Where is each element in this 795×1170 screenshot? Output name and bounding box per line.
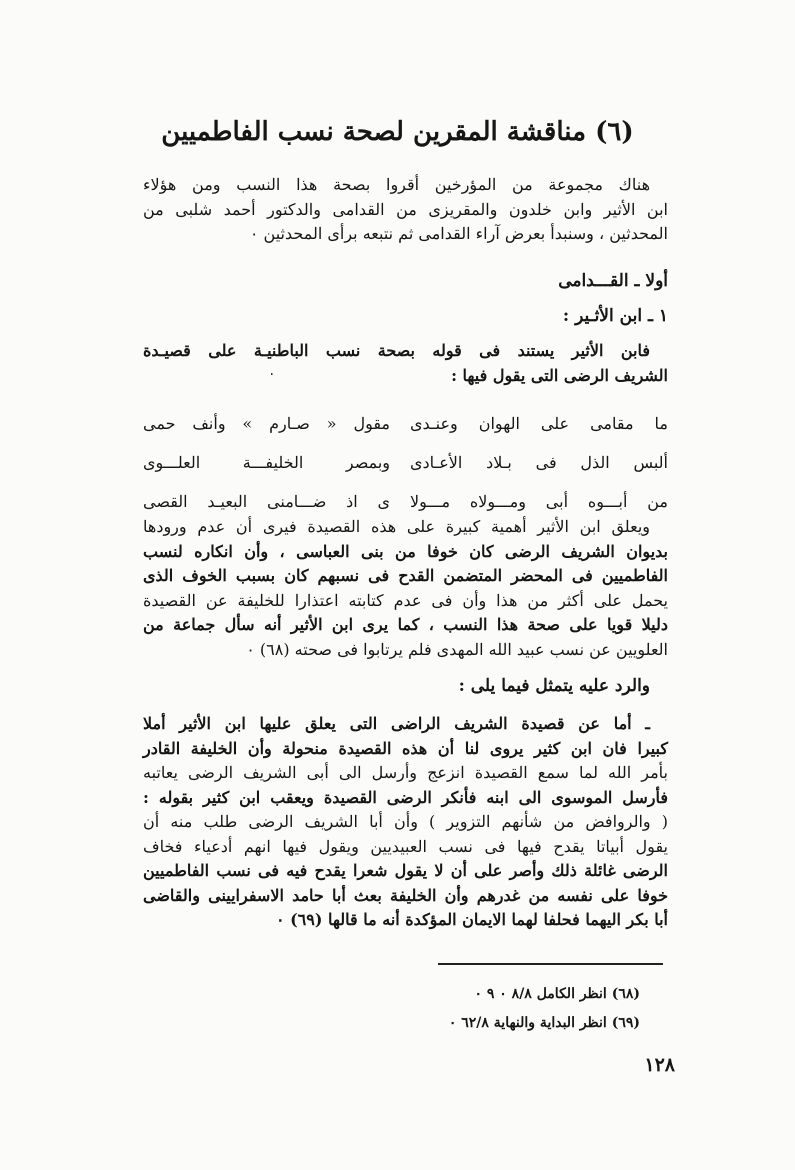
footnote-divider [438, 963, 663, 965]
poem-hemistich-right: ألبس الذل فى بـلاد الأعـادى [410, 453, 668, 472]
paragraph-2 [143, 515, 668, 662]
text-line: الرضى غائلة ذلك وأصر على أن لا يقول شعرا يقدح فيه فى نسب الفاطميين [143, 861, 668, 880]
text-line: يحمل على أكثر من هذا وأن فى عدم كتابته اعتذارا للخليفة عن القصيدة [143, 590, 668, 610]
text-line: ويعلق ابن الأثير أهمية كبيرة على هذه القصيدة فيرى أن عدم ورودها [143, 517, 650, 536]
text-line: ( والروافض من شأنهم التزوير ) وأن أبا الشريف الرضى طلب منه أن [143, 812, 668, 831]
footnote: (٦٩) انظر البداية والنهاية ٦٢/٨ ٠ [448, 1015, 640, 1031]
text-line: فابن الأثير يستند فى قوله بصحة نسب الباطنيـة على قصيـدة [143, 341, 650, 360]
text-line: بأمر الله لما سمع القصيدة انزعج وأرسل الى أبى الشريف الرضى يعاتبه [143, 763, 668, 782]
section-heading: أولا ـ القـــدامى [558, 271, 668, 291]
poem-verse [143, 404, 668, 443]
poem-hemistich-right: من أبـــوه أبى ومـــولاه مـــولا [410, 492, 668, 511]
page-number: ١٢٨ [644, 1054, 675, 1076]
text-line: كبيرا فان ابن كثير يروى لنا أن هذه القصيدة منحولة وأن الخليفة القادر [143, 738, 668, 758]
text-line: دليلا قويا على صحة هذا النسب ، كما يرى ابن الأثير أنه سأل جماعة من [143, 615, 668, 634]
text-line: ابن الأثير وابن خلدون والمقريزى من القدامى والدكتور أحمد شلبى من [143, 199, 668, 219]
footnote: (٦٨) انظر الكامل ٨/٨ ٠ ٩ ٠ [474, 986, 640, 1002]
poem-verse [143, 443, 668, 482]
poem-hemistich-left: مقول « صـارم » وأنف حمى [143, 414, 390, 433]
text-line: الفاطميين فى المحضر المتضمن القدح فى نسبهم كان بسبب الخوف الذى [143, 566, 668, 585]
reply-heading: والرد عليه يتمثل فيما يلى : [458, 676, 650, 696]
text-line: العلويين عن نسب عبيد الله المهدى فلم يرتابوا فى صحته (٦٨) ٠ [246, 639, 668, 659]
text-line: فأرسل الموسوى الى ابنه فأنكر الرضى القصيدة ويعقب ابن كثير بقوله : [143, 787, 668, 807]
text-line: الشريف الرضى التى يقول فيها : [451, 365, 668, 385]
text-line: يقول أبياتا يقدح فيها فى نسب العبيديين ويقول فيها انهم أدعياء فخاف [143, 836, 668, 856]
text-line: هناك مجموعة من المؤرخين أقروا بصحة هذا النسب ومن هؤلاء [143, 175, 650, 194]
text-line: المحدثين ، وسنبدأ بعرض آراء القدامى ثم نتبعه برأى المحدثين ٠ [249, 224, 668, 243]
poem [143, 404, 668, 521]
paragraph-3 [143, 712, 668, 933]
intro-paragraph [143, 173, 668, 247]
text-line: بديوان الشريف الرضى كان خوفا من بنى العباسى ، وأن انكاره لنسب [143, 541, 668, 561]
subheading: ١ ـ ابن الأثـير : [562, 306, 668, 326]
text-line: ـ أما عن قصيدة الشريف الراضى التى يعلق عليها ابن الأثير أملا [143, 714, 650, 733]
poem-hemistich-left: ى اذ ضـــامنى البعيـد القصى [143, 492, 390, 511]
text-line: أبا بكر اليهما فحلفا لهما الايمان المؤكدة أنه ما قالها (٦٩) ٠ [275, 910, 668, 929]
stray-mark: ٠ [268, 366, 276, 382]
paragraph-1 [143, 339, 668, 388]
poem-hemistich-left: وبمصر الخليفـــة العلـــوى [143, 453, 390, 472]
page-title: (٦) مناقشة المقرين لصحة نسب الفاطميين [161, 117, 634, 147]
text-line: خوفا على نفسه من غدرهم وأن الخليفة بعث أبا حامد الاسفرايينى والقاضى [143, 885, 668, 905]
poem-hemistich-right: ما مقامى على الهوان وعنـدى [410, 414, 668, 433]
